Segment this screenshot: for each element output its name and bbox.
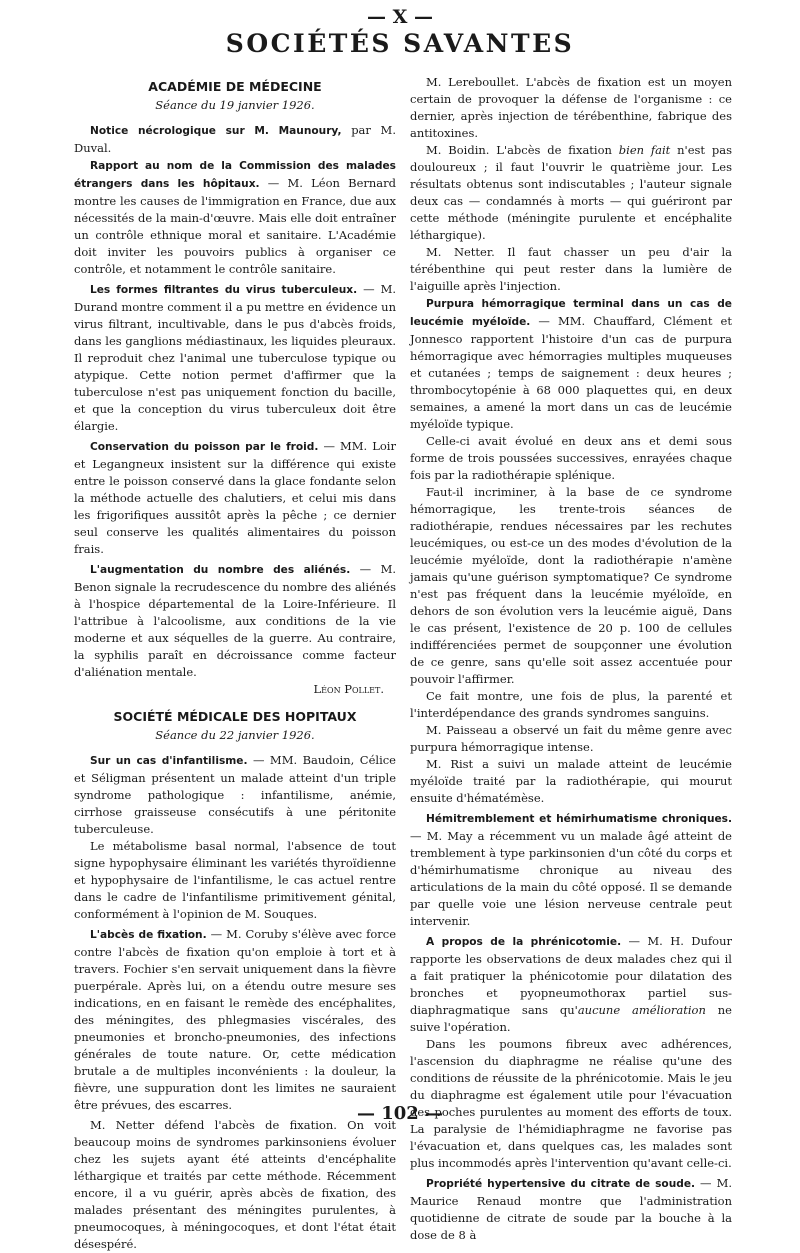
paragraph xyxy=(410,933,732,1036)
paragraph-heading: Propriété hypertensive du citrate de soude. xyxy=(426,1178,696,1190)
paragraph-text: — M. Benon signale la recrudescence du nombre des aliénés à l'hospice départemental de la Loire-Inférieure. Il l'attribue à l'alcoolisme, aux conditions de la vie moderne et aux séquelles de la guerre. Au contraire, la syphilis paraît en décroissance comme facteur d'aliénation mentale. xyxy=(74,562,397,679)
page-title: SOCIÉTÉS SAVANTES xyxy=(225,29,575,58)
paragraph-heading: Les formes filtrantes du virus tuberculeux. xyxy=(90,284,358,296)
paragraph xyxy=(410,810,732,930)
paragraph-heading: Sur un cas d'infantilisme. xyxy=(90,755,248,767)
paragraph xyxy=(74,438,396,558)
section-numeral: — X — xyxy=(367,6,433,28)
paragraph-text: — M. Maurice Renaud montre que l'administration quotidienne de citrate de soude par la bouche à la dose de 8 à xyxy=(410,1176,733,1242)
paragraph xyxy=(410,142,732,244)
paragraph-text: n'est pas douloureux ; il faut l'ouvrir le quatrième jour. Les résultats obtenus sont indiscutables ; l'auteur signale deux cas — condamnés à morts — qui guériront par cette méthode (méningite purulente et encéphalite léthargique). xyxy=(410,143,732,242)
paragraph: Dans les poumons fibreux avec adhérences, l'ascension du diaphragme ne réalise qu'une des conditions de réussite de la phrénicotomie. Mais le jeu du diaphragme est également utile pour l'évacuation des poches purulentes au moment des efforts de toux. La paralysie de l'hémidiaphragme ne favorise pas l'évacuation et, dans quelques cas, les malades sont plus incommodés après l'intervention qu'avant celle-ci. xyxy=(410,1037,732,1170)
paragraph xyxy=(74,157,396,278)
right-column xyxy=(410,74,732,1244)
paragraph-text: ne suive l'opération. xyxy=(410,1003,732,1034)
paragraph xyxy=(410,295,732,433)
paragraph xyxy=(74,281,396,435)
paragraph: Celle-ci avait évolué en deux ans et demi sous forme de trois poussées successives, enrayées chaque fois par la radiothérapie splénique. xyxy=(410,434,732,482)
paragraph-text: — MM. Chauffard, Clément et Jonnesco rapportent l'histoire d'un cas de purpura hémorragique avec hémorragies multiples muqueuses et cutanées ; temps de saignement : deux heures ; thrombocytopénie à 68 000 plaquettes qui, en deux semaines, a amené la mort dans un cas de leucémie myéloïde typique. xyxy=(410,314,732,431)
paragraph-text: — M. Coruby s'élève avec force contre l'abcès de fixation qu'on emploie à tort et à travers. Fochier s'en servait uniquement dans la fièvre puerpérale. Après lui, on a étendu outre mesure ses indications, en en faisant le remède des encéphalites, des méningites, des phlegmasies viscérales, des pneumonies et broncho-pneumonies, des infections générales de toute nature. Or, cette médication brutale a de multiples inconvénients : la douleur, la fièvre, une suppuration dont les limites ne sauraient être prévues, des escarres. xyxy=(74,927,397,1112)
paragraph xyxy=(74,926,396,1114)
paragraph-heading: L'abcès de fixation. xyxy=(90,929,207,941)
page-number: — 102 — xyxy=(356,1103,444,1124)
paragraph xyxy=(74,122,396,157)
paragraph-heading: Notice nécrologique sur M. Maunoury, xyxy=(90,125,342,137)
paragraph-text: — MM. Baudoin, Célice et Séligman présentent un malade atteint d'un triple syndrome pathologique : infantilisme, anémie, cirrhose graisseuse consécutifs à une péritonite tuberculeuse. xyxy=(74,753,396,836)
paragraph: M. Netter défend l'abcès de fixation. On voit beaucoup moins de syndromes parkinsoniens évoluer chez les sujets ayant été atteints d'encéphalite léthargique et traités par cette méthode. Récemment encore, il a vu guérir, après abcès de fixation, des malades présentant des méningites purulentes, à pneumocoques, à méningocoques, et dont l'état était désespéré. xyxy=(74,1118,396,1251)
paragraph: Faut-il incriminer, à la base de ce syndrome hémorragique, les trente-trois séances de radiothérapie, rendues nécessaires par les rechutes leucémiques, ou est-ce un des modes d'évolution de la leucémie myéloïde, dont la radiothérapie n'amène jamais qu'une guérison symptomatique? Ce syndrome n'est pas fréquent dans la leucémie myéloïde, en dehors de son évolution vers la leucémie aiguë, Dans le cas présent, l'existence de 20 p. 100 de cellules indifférenciées permet de soupçonner une évolution de ce genre, sans qu'elle soit assez accentuée pour pouvoir l'affirmer. xyxy=(410,485,732,686)
paragraph-text: par M. Duval. xyxy=(74,123,396,155)
left-column xyxy=(74,78,396,1253)
paragraph-heading: A propos de la phrénicotomie. xyxy=(426,936,622,948)
section-title-academie: ACADÉMIE DE MÉDECINE xyxy=(148,79,322,94)
section-title-societe: SOCIÉTÉ MÉDICALE DES HOPITAUX xyxy=(113,709,357,724)
paragraph-heading: Purpura hémorragique terminal dans un cas de leucémie myéloïde. xyxy=(410,298,732,328)
paragraph-heading: Conservation du poisson par le froid. xyxy=(90,441,319,453)
paragraph: Ce fait montre, une fois de plus, la parenté et l'interdépendance des grands syndromes sanguins. xyxy=(410,689,732,720)
paragraph-text: — M. Durand montre comment il a pu mettre en évidence un virus filtrant, incultivable, dans le pus d'abcès froids, dans les ganglions médiastinaux, les liquides pleuraux. Il reproduit chez l'animal une tuberculose typique ou atypique. Cette notion permet d'affirmer que la tuberculose n'est pas uniquement fonction du bacille, et que la conception du virus tuberculeux doit être élargie. xyxy=(74,282,396,433)
paragraph-heading: Rapport au nom de la Commission des malades étrangers dans les hôpitaux. xyxy=(74,160,396,190)
seance-date: Séance du 19 janvier 1926. xyxy=(155,98,315,112)
paragraph: M. Lereboullet. L'abcès de fixation est un moyen certain de provoquer la défense de l'organisme : ce dernier, après injection de térébenthine, fabrique des antitoxines. xyxy=(410,75,732,140)
paragraph: M. Rist a suivi un malade atteint de leucémie myéloïde traité par la radiothérapie, qui mourut ensuite d'hématémèse. xyxy=(410,757,732,805)
seance-date: Séance du 22 janvier 1926. xyxy=(155,728,315,742)
emphasis: aucune amélioration xyxy=(577,1003,706,1017)
paragraph xyxy=(410,1175,732,1244)
paragraph-text: — M. May a récemment vu un malade âgé atteint de tremblement à type parkinsonien d'un côté du corps et d'hémirhumatisme chronique au niveau des articulations de la main du côté opposé. Il se demande par quelle voie une lésion nerveuse centrale peut intervenir. xyxy=(410,829,732,928)
paragraph-text: — M. H. Dufour rapporte les observations de deux malades chez qui il a fait pratiquer la phénicotomie pour dilatation des bronches et pyopneumothorax partiel sus-diaphragmatique sans qu' xyxy=(410,934,732,1017)
paragraph: M. Netter. Il faut chasser un peu d'air la térébenthine qui peut rester dans la lumière de l'aiguille après l'injection. xyxy=(410,245,732,293)
paragraph-heading: Hémitremblement et hémirhumatisme chroniques. xyxy=(426,813,732,825)
author-signature: Léon Pollet. xyxy=(313,682,384,696)
paragraph: M. Paisseau a observé un fait du même genre avec purpura hémorragique intense. xyxy=(410,723,732,754)
paragraph-text: — MM. Loir et Legangneux insistent sur la différence qui existe entre le poisson conservé dans la glace fondante selon la méthode actuelle des chalutiers, et celui mis dans les frigorifiques aussitôt après la pêche ; ce dernier seul conserve les qualités alimentaires du poisson frais. xyxy=(74,439,396,556)
emphasis: bien fait xyxy=(618,143,671,157)
paragraph xyxy=(74,561,396,681)
paragraph-text: — M. Léon Bernard montre les causes de l'immigration en France, due aux nécessités de la main-d'œuvre. Mais elle doit entraîner un contrôle ethnique moral et sanitaire. L'Académie doit inviter les pouvoirs publics à organiser ce contrôle, et notamment le contrôle sanitaire. xyxy=(74,176,397,276)
paragraph xyxy=(74,752,396,838)
paragraph-heading: L'augmentation du nombre des aliénés. xyxy=(90,564,351,576)
paragraph-text: M. Boidin. L'abcès de fixation xyxy=(426,143,619,157)
paragraph: Le métabolisme basal normal, l'absence de tout signe hypophysaire éliminant les variétés thyroïdienne et hypophysaire de l'infantilisme, le cas actuel rentre dans le cadre de l'infantilisme primitivement génital, conformément à l'opinion de M. Souques. xyxy=(74,839,396,921)
